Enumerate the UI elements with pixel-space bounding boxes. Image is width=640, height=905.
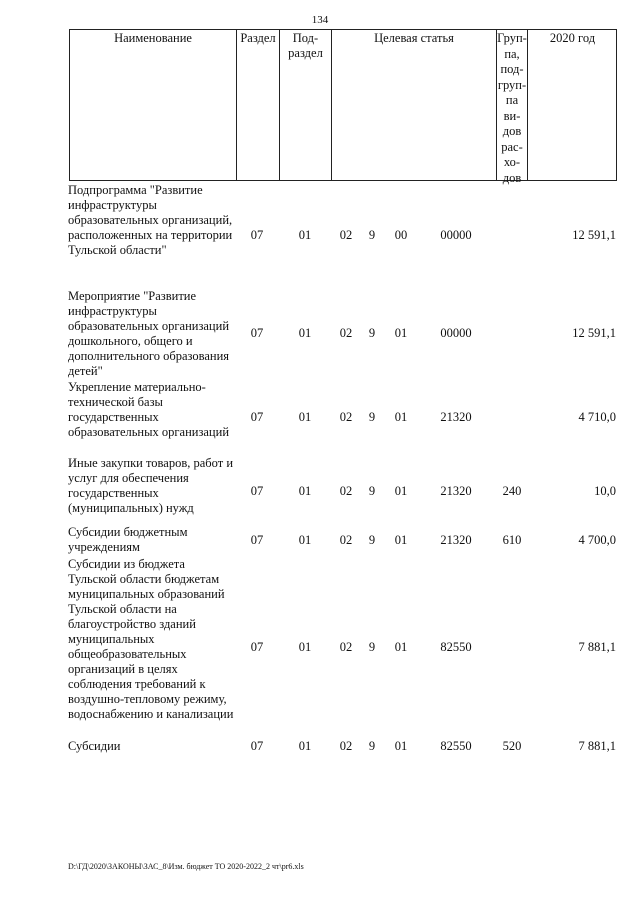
column-divider <box>527 29 528 181</box>
row-article-part: 02 <box>339 640 353 654</box>
row-article-part: 02 <box>339 739 353 753</box>
row-amount: 12 591,1 <box>572 228 616 242</box>
table-row-name: Субсидии из бюджета Тульской области бюджетам муниципальных образований Тульской области на благоустройство зданий муниципальных общеобразовательных организаций в целях соблюдения требований к воздушно-тепловому режиму, водоснабжению и канализации <box>68 557 234 721</box>
header-section: Раздел <box>240 31 276 45</box>
row-subsection: 01 <box>298 739 312 753</box>
header-name: Наименование <box>114 31 192 45</box>
row-subsection: 01 <box>298 640 312 654</box>
row-article-code: 82550 <box>440 640 472 654</box>
table-row-name: Субсидии <box>68 739 121 753</box>
row-article-part: 01 <box>394 484 408 498</box>
row-section: 07 <box>250 533 264 547</box>
row-article-part: 02 <box>339 410 353 424</box>
row-subsection: 01 <box>298 484 312 498</box>
row-article-part: 9 <box>368 228 376 242</box>
header-target-article: Целевая статья <box>374 31 454 45</box>
row-article-part: 9 <box>368 640 376 654</box>
row-section: 07 <box>250 484 264 498</box>
row-article-part: 9 <box>368 326 376 340</box>
table-row-name: Подпрограмма "Развитие инфраструктуры образовательных организаций, расположенных на территории Тульской области" <box>68 183 233 257</box>
page-number: 134 <box>311 14 329 26</box>
row-amount: 4 710,0 <box>578 410 616 424</box>
row-group: 520 <box>502 739 522 753</box>
row-article-code: 00000 <box>440 228 472 242</box>
row-amount: 7 881,1 <box>578 739 616 753</box>
row-article-part: 9 <box>368 410 376 424</box>
row-article-code: 00000 <box>440 326 472 340</box>
table-row-name: Субсидии бюджетным учреждениям <box>68 525 188 554</box>
row-article-part: 00 <box>394 228 408 242</box>
row-section: 07 <box>250 739 264 753</box>
row-article-code: 21320 <box>440 533 472 547</box>
row-subsection: 01 <box>298 410 312 424</box>
row-article-part: 9 <box>368 484 376 498</box>
header-year: 2020 год <box>549 31 596 45</box>
row-group: 610 <box>502 533 522 547</box>
row-article-code: 21320 <box>440 410 472 424</box>
row-amount: 10,0 <box>594 484 616 498</box>
row-article-code: 21320 <box>440 484 472 498</box>
table-row-name: Иные закупки товаров, работ и услуг для обеспечения государственных (муниципальных) нужд <box>68 456 234 515</box>
row-article-code: 82550 <box>440 739 472 753</box>
table-row-name: Мероприятие "Развитие инфраструктуры образовательных организаций дошкольного, общего и дополнительного образования детей" <box>68 289 230 378</box>
header-group: Груп- па, под- груп- па ви- дов рас- хо- дов <box>497 31 527 185</box>
row-subsection: 01 <box>298 533 312 547</box>
file-path-footer: D:\ГД\2020\ЗАКОНЫ\ЗАС_8\Изм. бюджет ТО 2020-2022_2 чт\pr6.xls <box>68 862 304 871</box>
row-article-part: 01 <box>394 326 408 340</box>
row-subsection: 01 <box>298 228 312 242</box>
row-article-part: 01 <box>394 739 408 753</box>
row-article-part: 02 <box>339 533 353 547</box>
row-subsection: 01 <box>298 326 312 340</box>
row-article-part: 02 <box>339 484 353 498</box>
table-header <box>69 29 617 181</box>
row-article-part: 02 <box>339 326 353 340</box>
row-section: 07 <box>250 640 264 654</box>
row-article-part: 01 <box>394 533 408 547</box>
row-article-part: 01 <box>394 410 408 424</box>
row-amount: 12 591,1 <box>572 326 616 340</box>
row-article-part: 01 <box>394 640 408 654</box>
row-article-part: 02 <box>339 228 353 242</box>
header-subsection: Под- раздел <box>288 31 323 60</box>
row-amount: 7 881,1 <box>578 640 616 654</box>
table-row-name: Укрепление материально- технической базы государственных образовательных организаций <box>68 380 230 439</box>
column-divider <box>236 29 237 181</box>
row-section: 07 <box>250 228 264 242</box>
row-article-part: 9 <box>368 533 376 547</box>
row-amount: 4 700,0 <box>578 533 616 547</box>
column-divider <box>331 29 332 181</box>
row-article-part: 9 <box>368 739 376 753</box>
row-section: 07 <box>250 326 264 340</box>
row-group: 240 <box>502 484 522 498</box>
row-section: 07 <box>250 410 264 424</box>
